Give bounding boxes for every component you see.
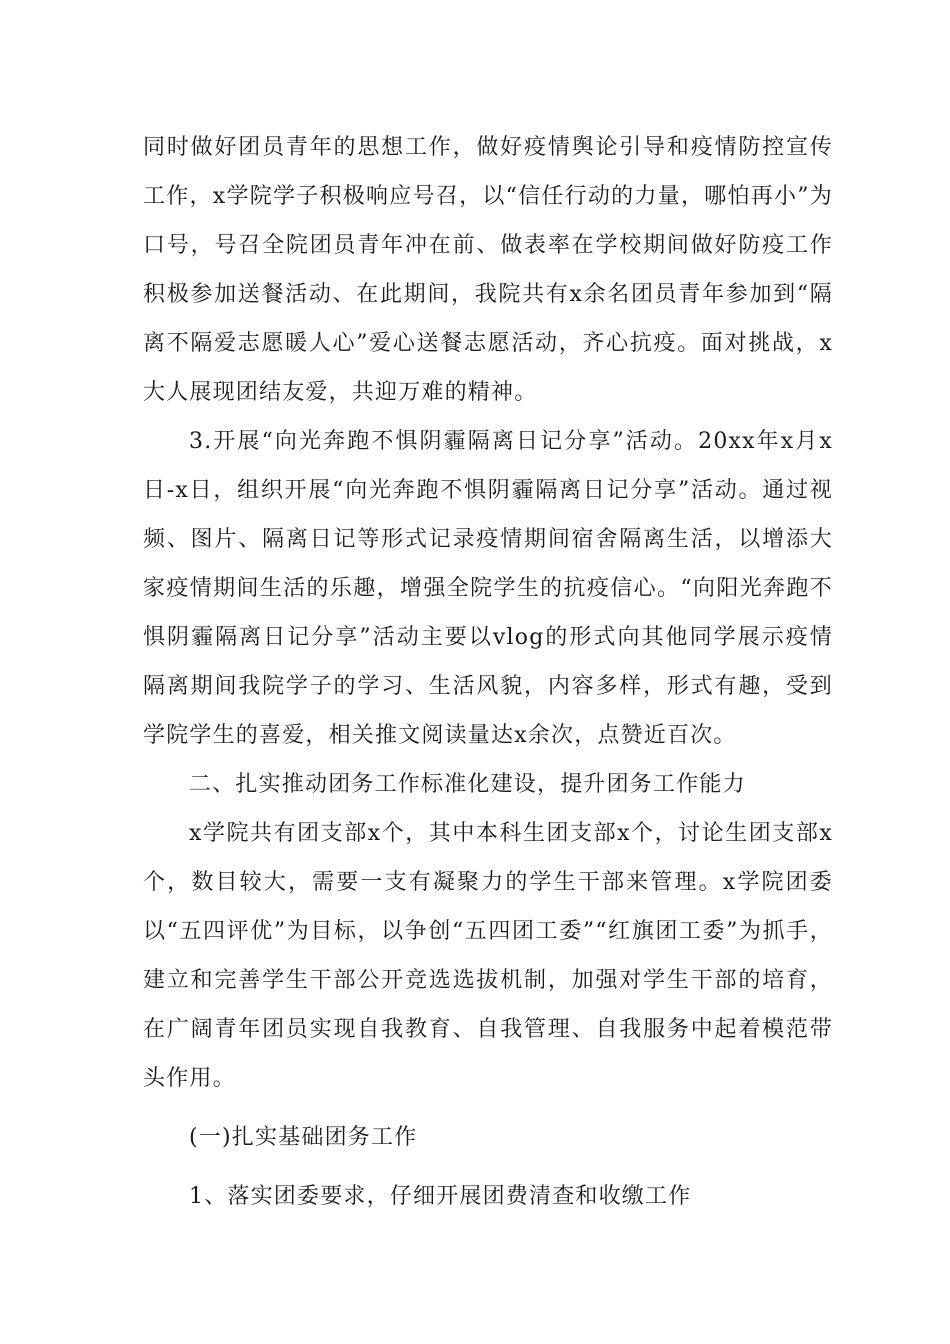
- item-heading-1: 1、落实团委要求，仔细开展团费清查和收缴工作: [189, 1184, 692, 1209]
- paragraph-branch-overview: x学院共有团支部x个，其中本科生团支部x个，讨论生团支部x个，数目较大，需要一支有凝聚力的学生干部来管理。x学院团委以“五四评优”为目标，以争创“五四团工委”“红旗团工委”为抓手，建立和完善学生干部公开竞选选拔机制，加强对学生干部的培育，在广阔青年团员实现自我教育、自我管理、自我服务中起着模范带头作用。: [143, 821, 833, 1091]
- paragraph-continuation: 同时做好团员青年的思想工作，做好疫情舆论引导和疫情防控宣传工作，x学院学子积极响应号召，以“信任行动的力量，哪怕再小”为口号，号召全院团员青年冲在前、做表率在学校期间做好防疫工作积极参加送餐活动、在此期间，我院共有x余名团员青年参加到“隔离不隔爱志愿暖人心”爱心送餐志愿活动，齐心抗疫。面对挑战，x大人展现团结友爱，共迎万难的精神。: [143, 135, 833, 405]
- section-heading-2: 二、扎实推动团务工作标准化建设，提升团务工作能力: [189, 772, 746, 797]
- document-body: [143, 123, 833, 1221]
- subsection-heading-1: (一)扎实基础团务工作: [189, 1125, 418, 1150]
- paragraph-activity-3: 3.开展“向光奔跑不惧阴霾隔离日记分享”活动。20xx年x月x日-x日，组织开展“向光奔跑不惧阴霾隔离日记分享”活动。通过视频、图片、隔离日记等形式记录疫情期间宿舍隔离生活，以增添大家疫情期间生活的乐趣，增强全院学生的抗疫信心。“向阳光奔跑不惧阴霾隔离日记分享”活动主要以vlog的形式向其他同学展示疫情隔离期间我院学子的学习、生活风貌，内容多样，形式有趣，受到学院学生的喜爱，相关推文阅读量达x余次，点赞近百次。: [143, 429, 833, 748]
